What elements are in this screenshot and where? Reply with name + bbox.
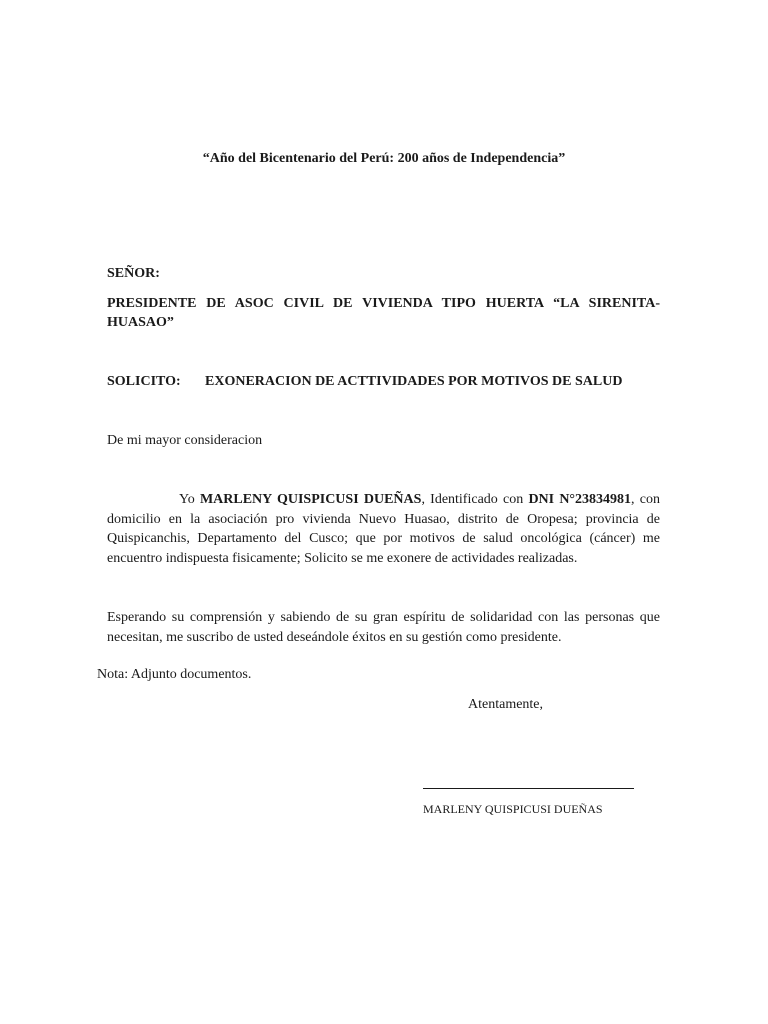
salutation: SEÑOR: — [107, 266, 160, 281]
body-identified: , Identificado con — [421, 492, 529, 507]
subject-label: SOLICITO: — [107, 374, 181, 389]
recipient: PRESIDENTE DE ASOC CIVIL DE VIVIENDA TIPO HUERTA “LA SIRENITA-HUASAO” — [107, 296, 660, 330]
signature-line — [423, 788, 634, 789]
attachment-note: Nota: Adjunto documentos. — [97, 667, 252, 682]
body-rest: , con domicilio en la asociación pro vivienda Nuevo Huasao, distrito de Oropesa; provincia de Quispicanchis, Departamento del Cusco; que por motivos de salud oncológica (cáncer) me encuentro indispuesta fisicamente; Solicito se me exonere de actividades realizadas. — [107, 492, 660, 566]
greeting: De mi mayor consideracion — [107, 433, 263, 448]
subject-line — [107, 374, 622, 390]
document-motto: “Año del Bicentenario del Perú: 200 años de Independencia” — [202, 151, 566, 166]
body-first-line — [107, 490, 660, 568]
closing-paragraph: Esperando su comprensión y sabiendo de su gran espíritu de solidaridad con las personas que necesitan, me suscribo de usted deseándole éxitos en su gestión como presidente. — [107, 610, 660, 645]
regards: Atentamente, — [468, 697, 544, 712]
subject-text: EXONERACION DE ACTTIVIDADES POR MOTIVOS DE SALUD — [205, 374, 623, 389]
body-paragraph — [107, 490, 660, 568]
body-intro: Yo — [179, 492, 200, 507]
body-name: MARLENY QUISPICUSI DUEÑAS — [199, 492, 422, 507]
signature-name: MARLENY QUISPICUSI DUEÑAS — [423, 802, 603, 816]
body-dni: DNI N°23834981 — [528, 492, 632, 507]
